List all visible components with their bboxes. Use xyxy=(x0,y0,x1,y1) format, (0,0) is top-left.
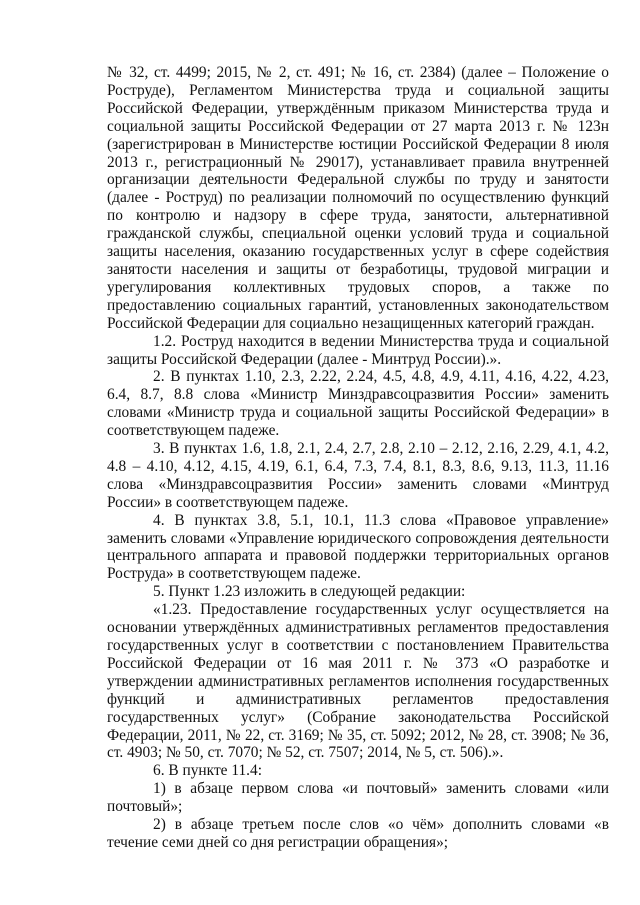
paragraph-6: 6. В пункте 11.4: xyxy=(153,762,262,780)
paragraph-6-item-1: 1) в абзаце первом слова «и почтовый» заменить словами «или почтовый»; xyxy=(107,780,609,816)
paragraph-1-23: «1.23. Предоставление государственных услуг осуществляется на основании утверждённых административных регламентов предоставления государственных услуг в соответствии с постановлением Правительства Российской Федерации от 16 мая 2011 г. № 373 «О разработке и утверждении административных регламентов исполнения государственных функций и административных регламентов предоставления государственных услуг» (Собрание законодательства Российской Федерации, 2011, № 22, ст. 3169; № 35, ст. 5092; 2012, № 28, ст. 3908; № 36, ст. 4903; № 50, ст. 7070; № 52, ст. 7507; 2014, № 5, ст. 506).». xyxy=(107,601,609,762)
paragraph-5: 5. Пункт 1.23 изложить в следующей редакции: xyxy=(153,583,466,601)
paragraph-6-item-2: 2) в абзаце третьем после слов «о чём» дополнить словами «в течение семи дней со дня регистрации обращения»; xyxy=(107,816,609,851)
paragraph-intro: № 32, ст. 4499; 2015, № 2, ст. 491; № 16, ст. 2384) (далее – Положение о Роструде), Регламентом Министерства труда и социальной защиты Российской Федерации, утверждённым приказом Министерства труда и социальной защиты Российской Федерации от 27 марта 2013 г. № 123н (зарегистрирован в Министерстве юстиции Российской Федерации 8 июля 2013 г., регистрационный № 29017), устанавливает правила внутренней организации деятельности Федеральной службы по труду и занятости (далее - Роструд) по реализации полномочий по осуществлению функций по контролю и надзору в сфере труда, занятости, альтернативной гражданской службы, специальной оценки условий труда и социальной защиты населения, оказанию государственных услуг в сфере содействия занятости населения и защиты от безработицы, трудовой миграции и урегулирования коллективных трудовых споров, а также по предоставлению социальных гарантий, установленных законодательством Российской Федерации для социально незащищенных категорий граждан. xyxy=(107,64,609,332)
paragraph-1-2: 1.2. Роструд находится в ведении Министерства труда и социальной защиты Российской Федерации (далее - Минтруд России).». xyxy=(107,332,609,368)
document-body xyxy=(107,64,609,852)
paragraph-2: 2. В пунктах 1.10, 2.3, 2.22, 2.24, 4.5, 4.8, 4.9, 4.11, 4.16, 4.22, 4.23, 6.4, 8.7, 8.8 слова «Министр Минздравсоцразвития России» заменить словами «Министр труда и социальной защиты Российской Федерации» в соответствующем падеже. xyxy=(107,368,609,440)
paragraph-3: 3. В пунктах 1.6, 1.8, 2.1, 2.4, 2.7, 2.8, 2.10 – 2.12, 2.16, 2.29, 4.1, 4.2, 4.8 – 4.10, 4.12, 4.15, 4.19, 6.1, 6.4, 7.3, 7.4, 8.1, 8.3, 8.6, 9.13, 11.3, 11.16 слова «Минздравсоцразвития России» заменить словами «Минтруд России» в соответствующем падеже. xyxy=(107,440,609,511)
paragraph-4: 4. В пунктах 3.8, 5.1, 10.1, 11.3 слова «Правовое управление» заменить словами «Управление юридического сопровождения деятельности центрального аппарата и правовой поддержки территориальных органов Роструда» в соответствующем падеже. xyxy=(107,511,609,583)
